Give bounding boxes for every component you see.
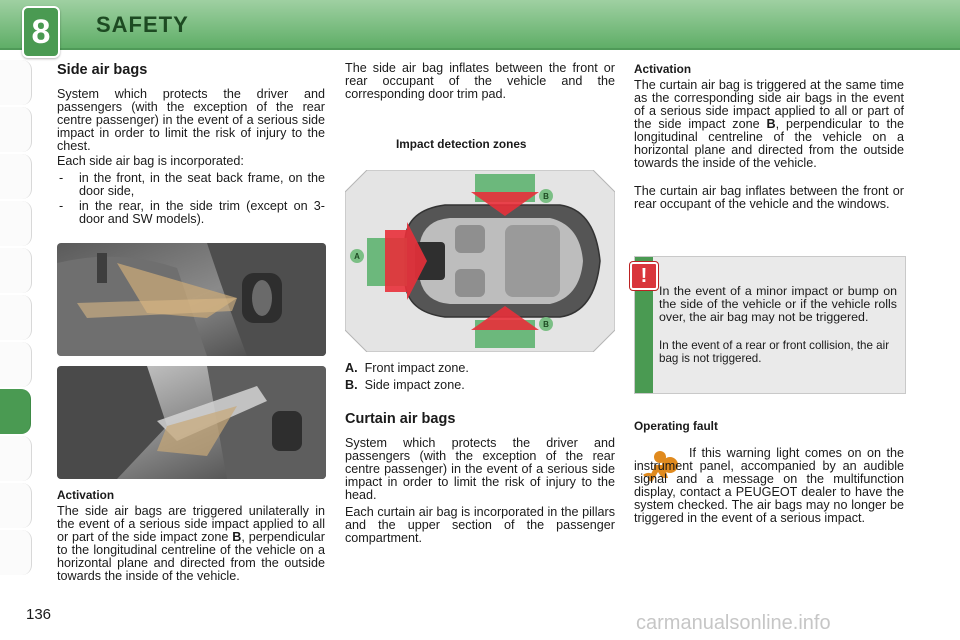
- curtain-airbags-incorporated: Each curtain air bag is incorporated in the pillars and the upper section of the passenger compartment.: [345, 505, 615, 545]
- chapter-tab[interactable]: [0, 248, 32, 293]
- zone-legend: [345, 362, 615, 392]
- operating-fault-text: If this warning light comes on on the instrument panel, accompanied by an audible signal and a message on the multifunction display, contact a PEUGEOT dealer to have the system checked. The air bags may no longer be triggered in the event of a serious impact.: [634, 446, 904, 525]
- chapter-tabs: [0, 60, 32, 577]
- impact-zones-heading: Impact detection zones: [396, 137, 527, 151]
- chapter-number-badge: 8: [22, 6, 60, 58]
- legend-item: B. Side impact zone.: [345, 378, 465, 392]
- side-airbags-intro: System which protects the driver and passengers (with the exception of the rear centre passenger) in the event of a serious side impact in order to limit the risk of injury to the chest.: [57, 87, 325, 153]
- curtain-activation-text: The curtain air bag is triggered at the same time as the corresponding side air bags in the event of a serious side impact applied to all or part of the side impact zone B, perpendicular to the longitudinal centreline of the vehicle on a horizontal plane and directed from the outside towards the inside of the vehicle.: [634, 78, 904, 170]
- legend-item: A. Front impact zone.: [345, 361, 469, 375]
- side-activation-text: The side air bags are triggered unilaterally in the event of a serious side impact applied to all or part of the side impact zone B, perpendicular to the longitudinal centreline of the vehicle on a horizontal plane and directed from the outside towards the inside of the vehicle.: [57, 504, 326, 583]
- zone-b-bottom-label: B: [543, 320, 549, 329]
- chapter-tab[interactable]: [0, 154, 32, 199]
- chapter-tab[interactable]: [0, 483, 32, 528]
- side-airbags-incorporated: Each side air bag is incorporated:: [57, 154, 244, 168]
- chapter-tab[interactable]: [0, 436, 32, 481]
- chapter-tab-active[interactable]: [0, 389, 31, 434]
- watermark: carmanualsonline.info: [636, 612, 831, 634]
- zone-a-label: A: [354, 252, 360, 261]
- page-number: 136: [26, 606, 52, 623]
- zone-b-top-label: B: [543, 192, 549, 201]
- warning-text: In the event of a minor impact or bump on the side of the vehicle or if the vehicle rolls over, the air bag may not be triggered.: [659, 284, 897, 324]
- list-item: - in the rear, in the side trim (except on 3-door and SW models).: [59, 199, 325, 226]
- seat-airbag-photo: [57, 243, 326, 356]
- header-divider: [0, 48, 960, 50]
- chapter-tab[interactable]: [0, 107, 32, 152]
- chapter-tab[interactable]: [0, 60, 32, 105]
- side-activation-heading: Activation: [57, 488, 115, 502]
- curtain-airbags-heading: Curtain air bags: [345, 411, 456, 427]
- chapter-tab[interactable]: [0, 530, 32, 575]
- chapter-tab[interactable]: [0, 295, 32, 340]
- warning-note: In the event of a rear or front collision, the air bag is not triggered.: [659, 339, 890, 365]
- page-title: SAFETY: [96, 12, 189, 37]
- rear-airbag-photo: [57, 366, 326, 479]
- chapter-tab[interactable]: [0, 342, 32, 387]
- exclamation-icon: !: [630, 262, 658, 290]
- list-item: - in the front, in the seat back frame, on the door side,: [59, 171, 325, 198]
- impact-zones-diagram: [345, 170, 615, 352]
- curtain-inflates-text: The curtain air bag inflates between the front or rear occupant of the vehicle and the windows.: [634, 184, 904, 211]
- side-airbags-heading: Side air bags: [57, 62, 148, 78]
- side-airbags-list: [57, 172, 325, 226]
- warning-box: [634, 256, 906, 394]
- curtain-activation-heading: Activation: [634, 62, 692, 76]
- side-airbag-inflates-text: The side air bag inflates between the front or rear occupant of the vehicle and the corresponding door trim pad.: [345, 61, 615, 101]
- operating-fault-heading: Operating fault: [634, 419, 718, 433]
- curtain-airbags-intro: System which protects the driver and passengers (with the exception of the rear centre passenger) in the event of a serious side impact in order to limit the risk of injury to the head.: [345, 436, 615, 502]
- chapter-tab[interactable]: [0, 201, 32, 246]
